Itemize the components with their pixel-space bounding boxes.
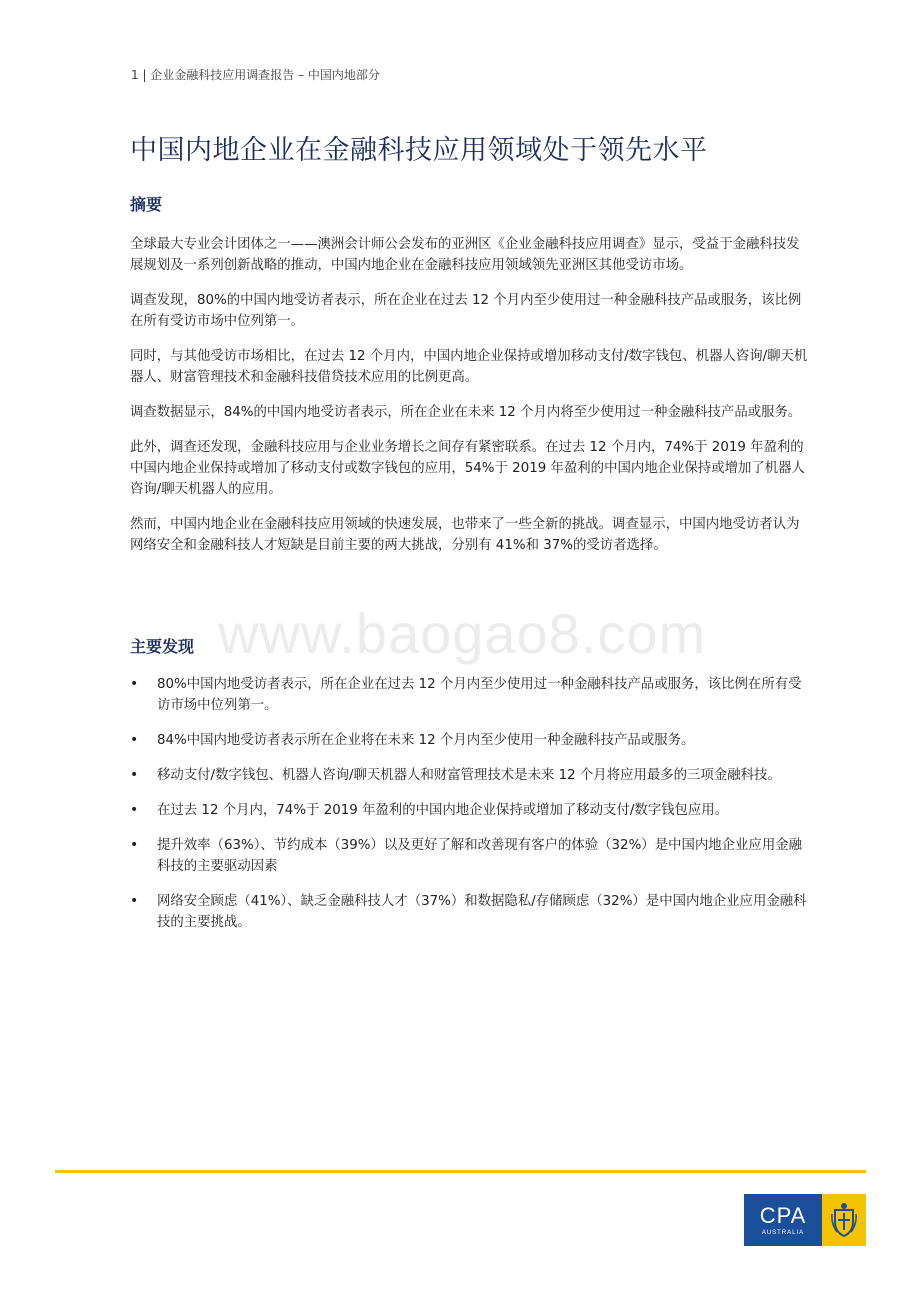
- finding-text: 网络安全顾虑（41%）、缺乏金融科技人才（37%）和数据隐私/存储顾虑（32%）是中国内地企业应用金融科技的主要挑战。: [157, 894, 807, 930]
- paragraph: 调查数据显示，84%的中国内地受访者表示，所在企业在未来 12 个月内将至少使用过一种金融科技产品或服务。: [130, 405, 802, 420]
- list-item: [130, 674, 810, 716]
- page-header: 1 | 企业金融科技应用调查报告 – 中国内地部分: [131, 68, 380, 82]
- paragraph: 然而，中国内地企业在金融科技应用领域的快速发展，也带来了一些全新的挑战。调查显示，中国内地受访者认为网络安全和金融科技人才短缺是目前主要的两大挑战，分别有 41%和 37%的受访者选择。: [130, 517, 800, 553]
- bullet-icon: •: [130, 837, 139, 853]
- bullet-icon: •: [130, 802, 139, 818]
- findings-list: [130, 674, 810, 947]
- list-item: [130, 730, 810, 751]
- finding-text: 84%中国内地受访者表示所在企业将在未来 12 个月内至少使用一种金融科技产品或服务。: [157, 733, 695, 748]
- logo-sub: AUSTRALIA: [761, 1229, 805, 1236]
- list-item: [130, 891, 810, 933]
- finding-text: 移动支付/数字钱包、机器人咨询/聊天机器人和财富管理技术是未来 12 个月将应用最多的三项金融科技。: [157, 768, 781, 783]
- list-item: [130, 835, 810, 877]
- bullet-icon: •: [130, 676, 139, 692]
- paragraph: 全球最大专业会计团体之一——澳洲会计师公会发布的亚洲区《企业金融科技应用调查》显示，受益于金融科技发展规划及一系列创新战略的推动，中国内地企业在金融科技应用领域领先亚洲区其他受访市场。: [130, 237, 800, 273]
- paragraph: 调查发现，80%的中国内地受访者表示，所在企业在过去 12 个月内至少使用过一种金融科技产品或服务，该比例在所有受访市场中位列第一。: [130, 293, 802, 329]
- crest-icon: [822, 1194, 866, 1246]
- paragraph: 此外，调查还发现，金融科技应用与企业业务增长之间存有紧密联系。在过去 12 个月内，74%于 2019 年盈利的中国内地企业保持或增加了移动支付或数字钱包的应用，54%于 2019 年盈利的中国内地企业保持或增加了机器人咨询/聊天机器人的应用。: [130, 440, 805, 497]
- logo-text-block: [744, 1194, 822, 1246]
- finding-text: 80%中国内地受访者表示，所在企业在过去 12 个月内至少使用过一种金融科技产品或服务，该比例在所有受访市场中位列第一。: [157, 677, 802, 713]
- bullet-icon: •: [130, 732, 139, 748]
- logo-name: CPA: [759, 1202, 807, 1228]
- findings-heading: 主要发现: [130, 637, 195, 656]
- summary-heading: 摘要: [130, 195, 163, 214]
- watermark: www.baogao8.com: [218, 602, 707, 665]
- crest-icon-svg: [831, 1202, 857, 1238]
- page-title: 中国内地企业在金融科技应用领域处于领先水平: [130, 135, 708, 166]
- finding-text: 提升效率（63%）、节约成本（39%）以及更好了解和改善现有客户的体验（32%）是中国内地企业应用金融科技的主要驱动因素: [157, 838, 802, 874]
- bullet-icon: •: [130, 893, 139, 909]
- list-item: [130, 800, 810, 821]
- paragraph: 同时，与其他受访市场相比，在过去 12 个月内，中国内地企业保持或增加移动支付/数字钱包、机器人咨询/聊天机器人、财富管理技术和金融科技借贷技术应用的比例更高。: [130, 349, 808, 385]
- summary-body: [130, 234, 810, 570]
- list-item: [130, 765, 810, 786]
- footer-rule: [55, 1170, 866, 1173]
- finding-text: 在过去 12 个月内，74%于 2019 年盈利的中国内地企业保持或增加了移动支付/数字钱包应用。: [157, 803, 729, 818]
- bullet-icon: •: [130, 767, 139, 783]
- cpa-australia-logo: [744, 1194, 866, 1246]
